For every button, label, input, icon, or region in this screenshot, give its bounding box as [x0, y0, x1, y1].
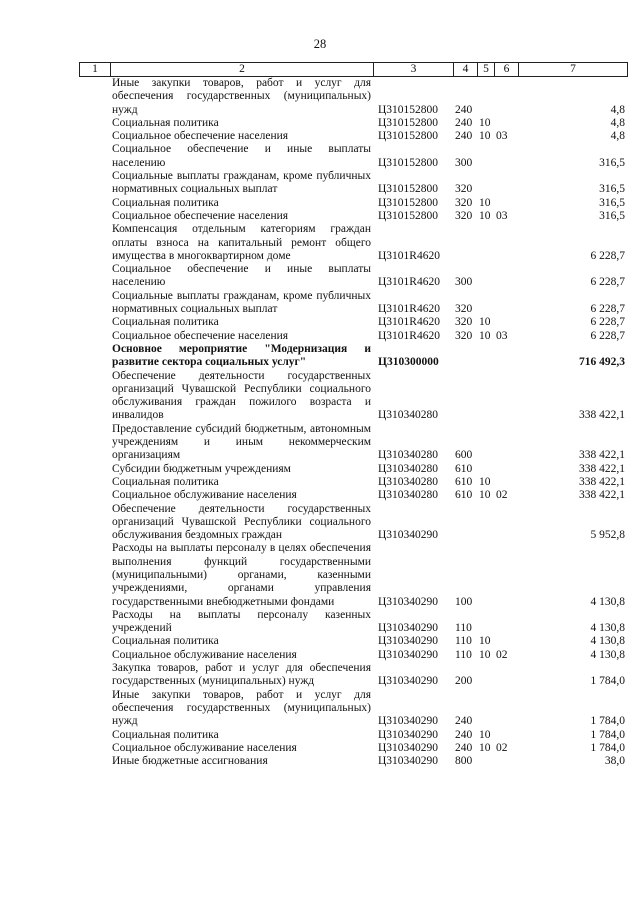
row-section — [477, 77, 494, 117]
row-expense-type: 110 — [455, 635, 472, 648]
row-code: Ц310340280 — [378, 489, 439, 502]
row-name: Социальное обслуживание населения — [112, 741, 297, 754]
row-expense-type: 320 — [455, 183, 473, 196]
row-amount: 338 422,1 — [579, 475, 625, 488]
row-code: Ц310152800 — [378, 209, 439, 222]
row-section: 10 — [479, 635, 491, 648]
row-name: Иные бюджетные ассигнования — [112, 755, 268, 768]
row-section — [477, 542, 494, 608]
row-subsection: 02 — [496, 741, 508, 754]
row-section: 10 — [479, 475, 491, 488]
row-code: Ц310152800 — [378, 196, 439, 209]
row-expense-type: 240 — [455, 741, 473, 754]
row-expense-type: 100 — [455, 595, 473, 608]
row-expense-type: 240 — [455, 103, 473, 116]
row-section — [477, 423, 494, 463]
page-number: 28 — [313, 37, 327, 51]
table-row — [79, 489, 627, 502]
row-subsection — [494, 290, 518, 317]
row-name: Закупка товаров, работ и услуг для обеспечения государственных (муниципальных) нужд — [112, 662, 371, 688]
row-expense-type: 600 — [455, 449, 473, 462]
row-amount: 316,5 — [599, 209, 625, 222]
row-subsection — [494, 503, 518, 543]
row-subsection — [494, 343, 518, 370]
row-code: Ц310340290 — [378, 755, 439, 768]
table-row — [79, 117, 627, 130]
row-code: Ц310152800 — [378, 183, 439, 196]
row-name: Социальная политика — [112, 316, 219, 329]
row-code: Ц310340280 — [378, 449, 439, 462]
row-subsection: 02 — [496, 489, 508, 502]
table-row — [79, 77, 627, 117]
row-name: Социальная политика — [112, 728, 219, 741]
row-amount: 4 130,8 — [590, 648, 625, 661]
row-subsection — [494, 755, 518, 768]
row-code: Ц3101R4620 — [378, 329, 440, 342]
row-amount: 316,5 — [599, 183, 625, 196]
row-code: Ц3101R4620 — [378, 249, 440, 262]
row-code: Ц310152800 — [378, 103, 439, 116]
row-amount: 6 228,7 — [590, 329, 625, 342]
row-section — [477, 170, 494, 197]
row-section — [477, 290, 494, 317]
row-section — [477, 370, 494, 423]
row-section: 10 — [479, 741, 491, 754]
row-amount: 4,8 — [610, 103, 625, 116]
row-amount: 6 228,7 — [590, 249, 625, 262]
table-row — [79, 170, 627, 197]
column-number-1: 1 — [80, 63, 111, 77]
row-name: Социальное обеспечение населения — [112, 209, 289, 222]
row-amount: 6 228,7 — [590, 316, 625, 329]
row-amount: 338 422,1 — [579, 462, 625, 475]
row-expense-type: 110 — [455, 648, 472, 661]
row-subsection — [494, 689, 518, 729]
row-amount: 6 228,7 — [590, 276, 625, 289]
row-amount: 316,5 — [599, 156, 625, 169]
row-expense-type — [453, 370, 477, 423]
row-code: Ц3101R4620 — [378, 276, 440, 289]
row-subsection — [494, 662, 518, 689]
row-name: Социальная политика — [112, 116, 219, 129]
row-name: Основное мероприятие "Модернизация и развитие сектора социальных услуг" — [112, 342, 371, 369]
row-code: Ц310340290 — [378, 595, 439, 608]
row-section: 10 — [479, 209, 491, 222]
row-subsection — [494, 476, 518, 489]
row-expense-type: 110 — [455, 622, 472, 635]
table-row — [79, 542, 627, 608]
row-name: Субсидии бюджетным учреждениям — [112, 462, 291, 475]
row-code: Ц310152800 — [378, 116, 439, 129]
row-name: Иные закупки товаров, работ и услуг для обеспечения государственных (муниципальных) нужд — [112, 688, 371, 728]
row-name: Обеспечение деятельности государственных организаций Чувашской Республики социального обслуживания граждан пожилого возраста и инвалидов — [112, 369, 371, 422]
table-row — [79, 635, 627, 648]
row-expense-type — [453, 343, 477, 370]
row-code: Ц310340290 — [378, 635, 439, 648]
row-section: 10 — [479, 329, 491, 342]
row-name: Расходы на выплаты персоналу в целях обеспечения выполнения функций государственными (муниципальными) органами, казенными учреждениями, органами управления государственными внебюджетными фондами — [112, 542, 371, 608]
row-section — [477, 755, 494, 768]
row-section — [477, 689, 494, 729]
row-expense-type: 610 — [455, 489, 473, 502]
row-name: Социальное обеспечение и иные выплаты населению — [112, 263, 371, 289]
table-row — [79, 689, 627, 729]
table-row — [79, 742, 627, 755]
row-section: 10 — [479, 648, 491, 661]
row-name: Социальное обслуживание населения — [112, 489, 297, 502]
row-subsection — [494, 77, 518, 117]
row-expense-type — [453, 503, 477, 543]
header-row — [80, 63, 628, 77]
row-expense-type: 610 — [455, 475, 473, 488]
row-expense-type: 300 — [455, 276, 473, 289]
table-row — [79, 649, 627, 662]
table-row — [79, 343, 627, 370]
table-row — [79, 130, 627, 143]
row-name: Социальная политика — [112, 635, 219, 648]
row-name: Социальное обеспечение населения — [112, 329, 289, 342]
column-number-5: 5 — [478, 63, 495, 77]
row-expense-type: 320 — [455, 196, 473, 209]
row-code: Ц310340290 — [378, 529, 439, 542]
row-section: 10 — [479, 728, 491, 741]
row-expense-type: 300 — [455, 156, 473, 169]
table-row — [79, 755, 627, 768]
row-code: Ц310340280 — [378, 462, 439, 475]
row-name: Предоставление субсидий бюджетным, автономным учреждениям и иным некоммерческим организациям — [112, 422, 371, 462]
table-row — [79, 423, 627, 463]
table-row — [79, 143, 627, 170]
row-subsection: 02 — [496, 648, 508, 661]
row-section — [477, 223, 494, 263]
row-subsection: 03 — [496, 209, 508, 222]
row-subsection — [494, 463, 518, 476]
row-subsection — [494, 609, 518, 636]
row-code: Ц310340290 — [378, 728, 439, 741]
row-name: Социальное обслуживание населения — [112, 648, 297, 661]
row-amount: 38,0 — [604, 755, 625, 768]
row-code: Ц3101R4620 — [378, 316, 440, 329]
row-name: Социальное обеспечение населения — [112, 130, 289, 143]
row-section — [477, 609, 494, 636]
row-expense-type: 320 — [455, 303, 473, 316]
row-name: Социальная политика — [112, 475, 219, 488]
table-row — [79, 316, 627, 329]
row-subsection — [494, 223, 518, 263]
row-name: Компенсация отдельным категориям граждан оплаты взноса на капитальный ремонт общего имущества в многоквартирном доме — [112, 223, 371, 262]
table-row — [79, 210, 627, 223]
row-code: Ц310300000 — [378, 356, 439, 369]
row-expense-type: 610 — [455, 462, 473, 475]
row-section — [477, 503, 494, 543]
row-code: Ц310152800 — [378, 130, 439, 143]
row-expense-type: 200 — [455, 675, 473, 688]
table-row — [79, 503, 627, 543]
column-number-3: 3 — [374, 63, 454, 77]
row-section — [477, 463, 494, 476]
row-expense-type — [453, 223, 477, 263]
row-name: Иные закупки товаров, работ и услуг для обеспечения государственных (муниципальных) нужд — [112, 77, 371, 116]
row-name: Социальные выплаты гражданам, кроме публичных нормативных социальных выплат — [112, 289, 371, 316]
table-row — [79, 476, 627, 489]
row-section: 10 — [479, 316, 491, 329]
row-subsection — [494, 170, 518, 197]
row-subsection: 03 — [496, 130, 508, 143]
budget-table — [79, 77, 627, 768]
row-expense-type: 240 — [455, 715, 473, 728]
row-subsection — [494, 197, 518, 210]
row-code: Ц310340290 — [378, 675, 439, 688]
row-subsection — [494, 263, 518, 290]
row-amount: 1 784,0 — [590, 728, 625, 741]
row-section: 10 — [479, 116, 491, 129]
row-subsection — [494, 423, 518, 463]
row-amount: 4 130,8 — [590, 595, 625, 608]
row-section: 10 — [479, 130, 491, 143]
row-code: Ц310340280 — [378, 409, 439, 422]
row-code: Ц310340290 — [378, 715, 439, 728]
table-row — [79, 290, 627, 317]
row-expense-type: 320 — [455, 209, 473, 222]
column-number-7: 7 — [519, 63, 628, 77]
row-section — [477, 263, 494, 290]
table-header — [79, 62, 628, 77]
row-code: Ц310340290 — [378, 622, 439, 635]
row-subsection — [494, 729, 518, 742]
table-row — [79, 463, 627, 476]
row-code: Ц310340290 — [378, 648, 439, 661]
row-amount: 1 784,0 — [590, 715, 625, 728]
row-name: Социальное обеспечение и иные выплаты населению — [112, 143, 371, 169]
row-subsection — [494, 635, 518, 648]
row-amount: 338 422,1 — [579, 489, 625, 502]
table-row — [79, 662, 627, 689]
row-name: Обеспечение деятельности государственных организаций Чувашской Республики социального обслуживания бездомных граждан — [112, 502, 371, 542]
row-amount: 1 784,0 — [590, 675, 625, 688]
row-section: 10 — [479, 489, 491, 502]
row-amount: 6 228,7 — [590, 303, 625, 316]
row-expense-type: 320 — [455, 329, 473, 342]
row-amount: 1 784,0 — [590, 741, 625, 754]
column-number-6: 6 — [495, 63, 519, 77]
row-subsection: 03 — [496, 329, 508, 342]
table-row — [79, 263, 627, 290]
row-amount: 316,5 — [599, 196, 625, 209]
row-subsection — [494, 143, 518, 170]
row-amount: 4 130,8 — [590, 635, 625, 648]
row-name: Расходы на выплаты персоналу казенных учреждений — [112, 608, 371, 635]
row-section — [477, 343, 494, 370]
table-row — [79, 609, 627, 636]
row-amount: 716 492,3 — [579, 356, 625, 369]
row-amount: 4,8 — [610, 116, 625, 129]
row-amount: 4 130,8 — [590, 622, 625, 635]
row-name: Социальные выплаты гражданам, кроме публичных нормативных социальных выплат — [112, 170, 371, 196]
table-row — [79, 223, 627, 263]
column-number-2: 2 — [111, 63, 374, 77]
row-subsection — [494, 370, 518, 423]
row-subsection — [494, 542, 518, 608]
table-row — [79, 197, 627, 210]
table-row — [79, 330, 627, 343]
row-subsection — [494, 316, 518, 329]
row-section — [477, 143, 494, 170]
row-amount: 4,8 — [610, 130, 625, 143]
table-row — [79, 370, 627, 423]
row-expense-type: 240 — [455, 728, 473, 741]
row-expense-type: 320 — [455, 316, 473, 329]
row-expense-type: 240 — [455, 130, 473, 143]
row-code: Ц310340290 — [378, 741, 439, 754]
row-code: Ц3101R4620 — [378, 303, 440, 316]
column-number-4: 4 — [454, 63, 478, 77]
row-subsection — [494, 117, 518, 130]
row-amount: 5 952,8 — [590, 529, 625, 542]
row-expense-type: 240 — [455, 116, 473, 129]
row-amount: 338 422,1 — [579, 409, 625, 422]
row-expense-type: 800 — [455, 755, 473, 768]
row-section — [477, 662, 494, 689]
row-name: Социальная политика — [112, 196, 219, 209]
row-amount: 338 422,1 — [579, 449, 625, 462]
row-code: Ц310152800 — [378, 156, 439, 169]
table-row — [79, 729, 627, 742]
row-code: Ц310340280 — [378, 475, 439, 488]
row-section: 10 — [479, 196, 491, 209]
